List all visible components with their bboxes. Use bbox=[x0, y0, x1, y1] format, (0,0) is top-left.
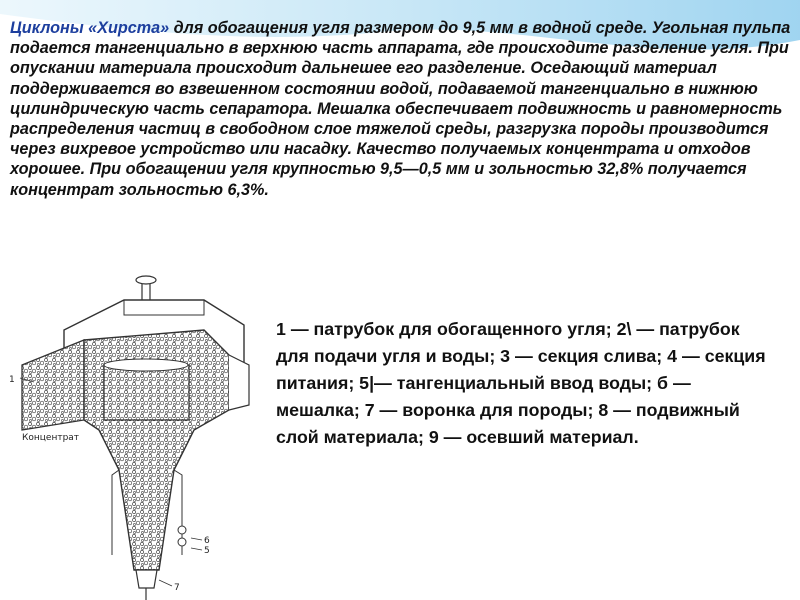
intro-paragraph bbox=[10, 18, 795, 200]
figure-label-5: 5 bbox=[204, 546, 210, 556]
intro-title: Циклоны «Хирста» bbox=[10, 19, 170, 37]
figure-label-concentrate: Концентрат bbox=[22, 433, 80, 443]
legend-paragraph: 1 — патрубок для обогащенного угля; 2\ — патрубок для подачи угля и воды; 3 — секция слива; 4 — секция питания; 5|— тангенциальный ввод воды; б — мешалка; 7 — воронка для породы; 8 — подвижный слой материала; 9 — осевший материал. bbox=[276, 319, 766, 447]
cyclone-diagram bbox=[4, 270, 270, 600]
figure-label-7: 7 bbox=[174, 583, 180, 593]
concentrate-outlet-pipe bbox=[22, 340, 84, 430]
figure-label-1: 1 bbox=[9, 375, 15, 385]
figure-label-6: 6 bbox=[204, 536, 210, 546]
intro-body: для обогащения угля размером до 9,5 мм в водной среде. Угольная пульпа подается тангенциально в верхнюю часть аппарата, где происходите разделение угля. При опускании материала происходит дальнешее его разделение. Оседающий материал поддерживается во взвешенном состоянии водой, подаваемой тангенциально в нижнюю цилиндрическую часть сепаратора. Мешалка обеспечивает подвижность и равномерность распределения частиц в свободном слое тяжелой среды, разгрузка породы производится через вихревое устройство или насадку. Качество получаемых концентрата и отходов хорошее. При обогащении угля крупностью 9,5—0,5 мм и зольностью 32,8% получается концентрат зольностью 6,3%. bbox=[10, 19, 791, 199]
cyclone-drawing bbox=[4, 270, 270, 600]
